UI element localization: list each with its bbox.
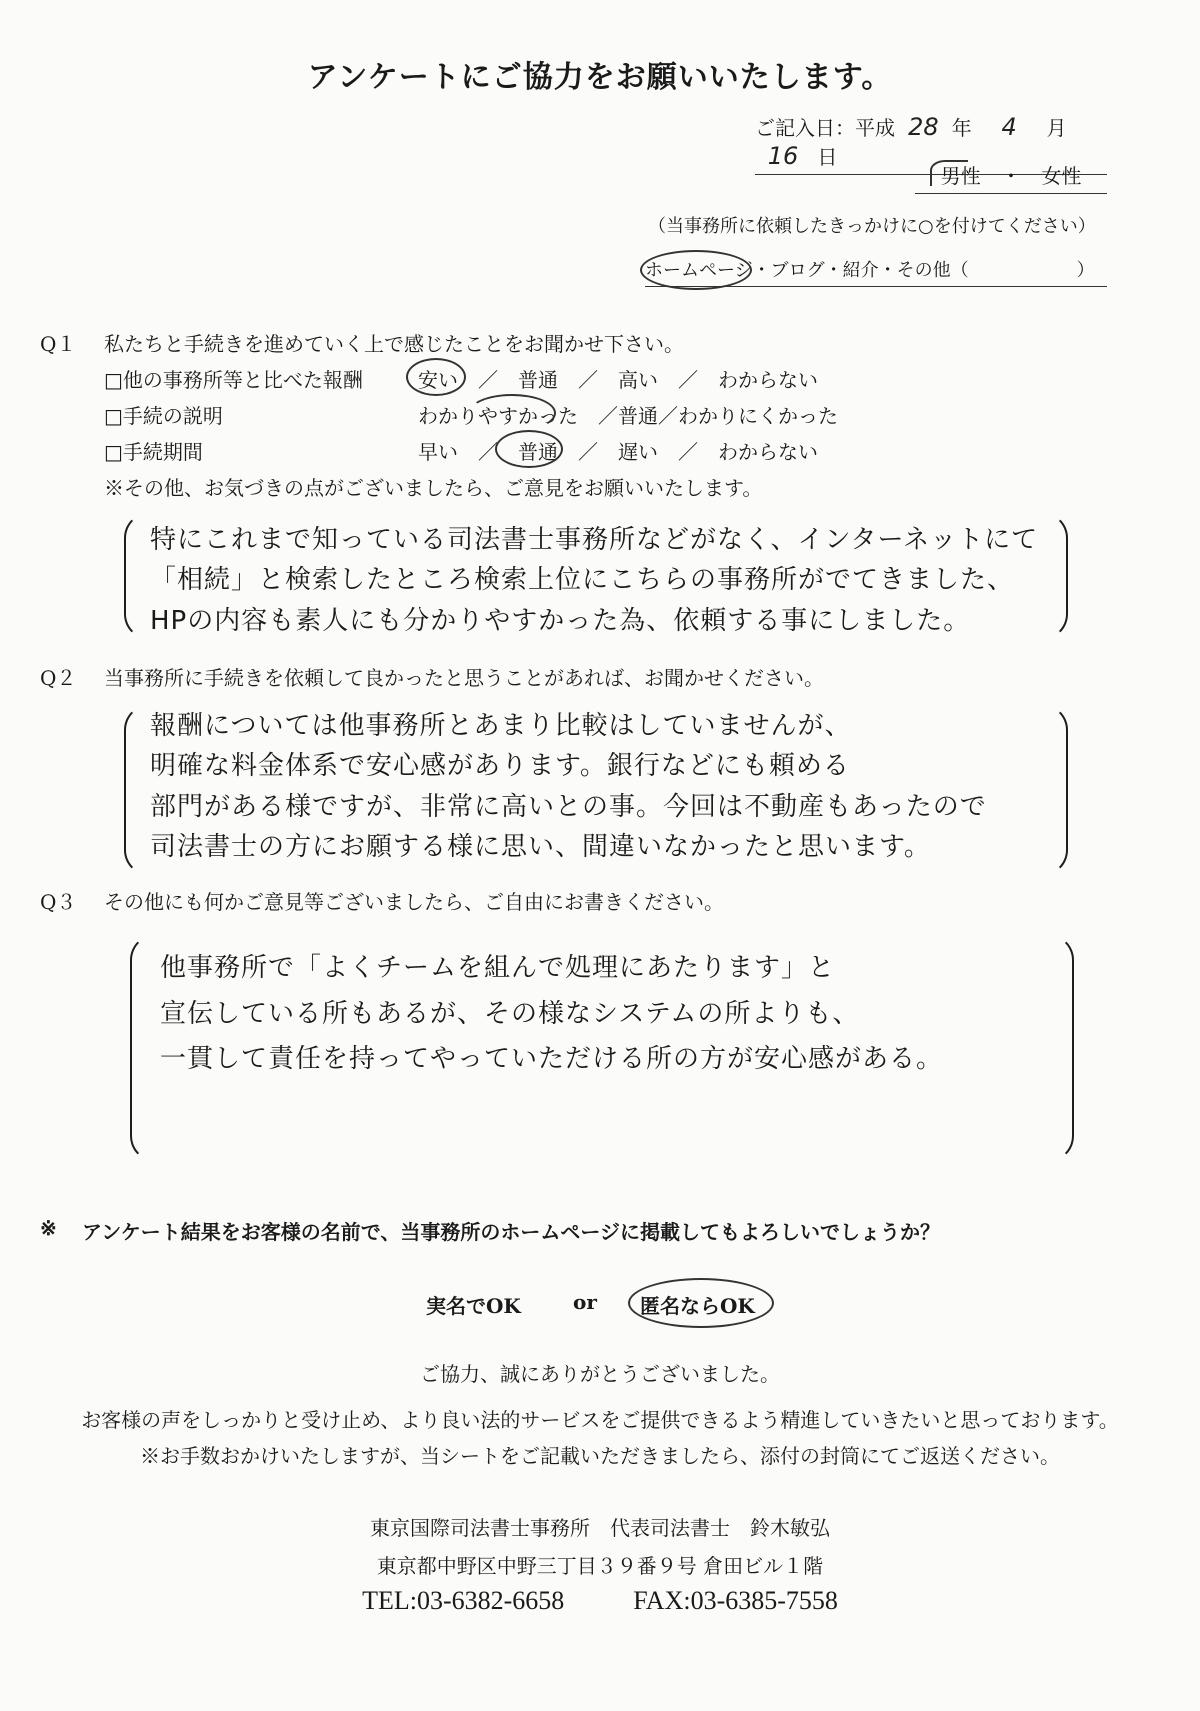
- q1-answer-line: 「相続」と検索したところ検索上位にこちらの事務所がでてきました、: [150, 565, 1015, 596]
- office-contact: [0, 1586, 1200, 1616]
- q2-question: 当事務所に手続きを依頼して良かったと思うことがあれば、お聞かせください。: [104, 666, 824, 690]
- q3-number: Q３: [40, 890, 77, 914]
- source-homepage-option[interactable]: ホームページ: [645, 260, 753, 281]
- q1-comment-prompt: ※その他、お気づきの点がございましたら、ご意見をお願いいたします。: [104, 476, 763, 500]
- q1-fee-selected-circle-mark: [406, 358, 466, 396]
- office-name-line: 東京国際司法書士事務所 代表司法書士 鈴木敏弘: [370, 1516, 830, 1540]
- q3-answer-line: 他事務所で「よくチームを組んで処理にあたります」と: [160, 953, 836, 983]
- q1-answer-line: HPの内容も素人にも分かりやすかった為、依頼する事にしました。: [150, 605, 971, 636]
- q1-item-explanation-options[interactable]: わかりやすかった ／普通／わかりにくかった: [418, 404, 838, 428]
- q1-explanation-selected-circle-mark: [468, 394, 556, 432]
- q1-answer-text: [150, 520, 1050, 641]
- q1-item-duration-label[interactable]: □手続期間: [104, 440, 203, 464]
- gender-female-option[interactable]: 女性: [1041, 164, 1082, 188]
- q1-number: Q１: [40, 332, 77, 356]
- q1-item-duration-options[interactable]: 早い ／ 普通 ／ 遅い ／ わからない: [418, 440, 818, 464]
- q3-answer-line: 一貫して責任を持ってやっていただける所の方が安心感がある。: [160, 1044, 944, 1074]
- publish-question: アンケート結果をお客様の名前で、当事務所のホームページに掲載してもよろしいでしょうか？: [82, 1220, 940, 1244]
- q2-answer-line: 部門がある様ですが、非常に高いとの事。今回は不動産もあったので: [150, 791, 987, 822]
- entry-date-label: ご記入日：平成: [755, 116, 895, 140]
- closing-thanks: ご協力、誠にありがとうございました。: [420, 1362, 780, 1386]
- entry-day-value: 16: [767, 142, 799, 170]
- entry-month-unit: 月: [1046, 116, 1067, 140]
- office-tel: TEL:03-6382-6658: [362, 1586, 565, 1615]
- q2-number: Q２: [40, 666, 77, 690]
- entry-year-unit: 年: [951, 116, 972, 140]
- publish-real-name-option[interactable]: 実名でOK: [426, 1294, 521, 1318]
- q3-answer-line: 宣伝している所もあるが、その様なシステムの所よりも、: [160, 998, 860, 1029]
- q2-answer-text: [150, 706, 1050, 867]
- survey-title: アンケートにご協力をお願いいたします。: [307, 60, 893, 95]
- q1-item-fee-options[interactable]: 安い ／ 普通 ／ 高い ／ わからない: [418, 368, 818, 392]
- office-address: 東京都中野区中野三丁目３９番９号 倉田ビル１階: [376, 1554, 824, 1578]
- q2-answer-line: 報酬については他事務所とあまり比較はしていませんが、: [150, 711, 852, 741]
- closing-message: お客様の声をしっかりと受け止め、より良い法的サービスをご提供できるよう精進していきたいと思っております。: [81, 1408, 1119, 1432]
- source-instruction: （当事務所に依頼したきっかけに○を付けてください）: [648, 216, 1096, 237]
- entry-day-unit: 日: [817, 145, 838, 169]
- gender-male-option[interactable]: 男性: [940, 164, 981, 188]
- entry-month-value: 4: [1001, 113, 1017, 141]
- q2-answer-line: 明確な料金体系で安心感があります。銀行などにも頼める: [150, 751, 850, 782]
- q1-item-fee-label[interactable]: □他の事務所等と比べた報酬: [104, 368, 363, 392]
- q1-answer-line: 特にこれまで知っている司法書士事務所などがなく、インターネットにて: [150, 525, 1039, 555]
- q3-question: その他にも何かご意見等ございましたら、ご自由にお書きください。: [104, 890, 724, 914]
- source-homepage-circle-mark: [640, 250, 752, 290]
- gender-separator: ・: [1001, 164, 1021, 188]
- closing-return-note: ※お手数おかけいたしますが、当シートをご記載いただきましたら、添付の封筒にてご返送ください。: [140, 1444, 1060, 1468]
- q1-item-explanation-label[interactable]: □手続の説明: [104, 404, 223, 428]
- q2-answer-line: 司法書士の方にお願する様に思い、間違いなかったと思います。: [150, 831, 931, 862]
- publish-mark: ※: [40, 1216, 57, 1240]
- office-fax: FAX:03-6385-7558: [633, 1586, 838, 1615]
- publish-anonymous-option[interactable]: 匿名ならOK: [640, 1294, 755, 1318]
- q3-answer-text: [160, 946, 1060, 1083]
- entry-year-value: 28: [908, 113, 939, 141]
- q1-duration-selected-circle-mark: [495, 430, 563, 468]
- gender-male-circle-mark: [930, 160, 968, 186]
- publish-or-label: or: [573, 1290, 597, 1314]
- q1-question: 私たちと手続きを進めていく上で感じたことをお聞かせ下さい。: [104, 332, 684, 356]
- publish-anonymous-circle-mark: [628, 1278, 774, 1328]
- source-other-options: ・ブログ・紹介・その他（ ）: [752, 260, 1095, 281]
